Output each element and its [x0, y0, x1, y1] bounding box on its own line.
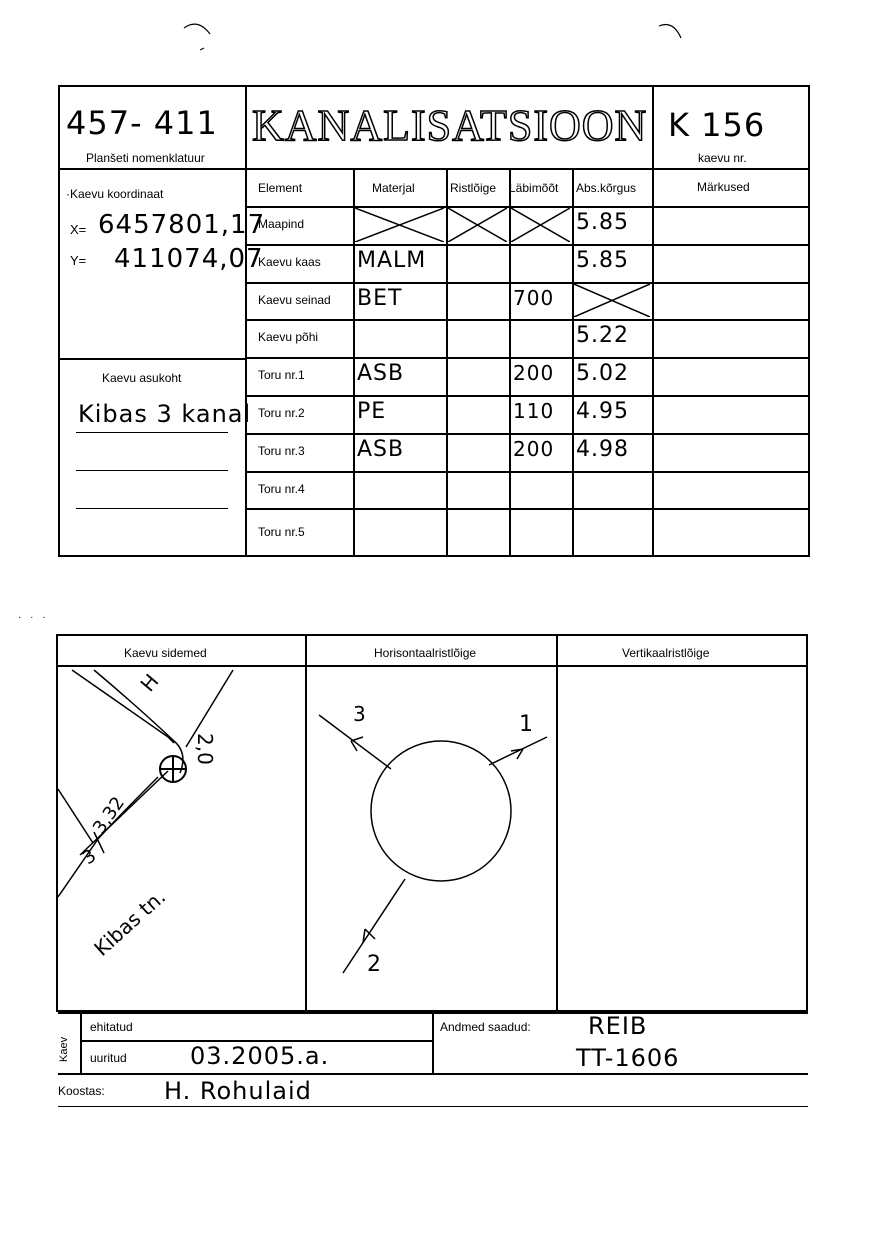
punch-hole-right	[655, 18, 691, 54]
house-label: H	[135, 669, 164, 697]
y-coordinate-value: 411074,07	[114, 244, 264, 274]
well-circle	[371, 741, 511, 881]
x-prefix: X=	[70, 222, 87, 237]
compiled-value: H. Rohulaid	[164, 1077, 312, 1105]
table-cell-diameter: 200	[513, 361, 555, 385]
house-distance-label: 2,0	[193, 733, 217, 765]
location-label: Kaevu asukoht	[102, 371, 182, 385]
header-vertical-section: Vertikaalristlõige	[622, 646, 710, 660]
data-source-value-2: TT-1606	[576, 1044, 680, 1072]
crossed-out-cell	[448, 208, 507, 242]
table-cell-material: ASB	[357, 361, 405, 386]
table-cell-diameter: 200	[513, 437, 555, 461]
road-edge-upper	[58, 789, 93, 843]
data-source-label: Andmed saadud:	[440, 1020, 531, 1034]
nomenclature-value: 457- 411	[66, 104, 218, 142]
table-cell-abs: 5.22	[576, 323, 629, 348]
col-header-element: Element	[258, 181, 303, 195]
compiled-label: Koostas:	[58, 1084, 105, 1098]
table-row-element: Toru nr.2	[258, 406, 305, 420]
pipe-1-label: 1	[519, 712, 533, 737]
table-cell-material: BET	[357, 286, 403, 311]
house-outline	[94, 670, 183, 773]
y-prefix: Y=	[70, 253, 87, 268]
horizontal-section-sketch	[307, 667, 555, 1010]
x-coordinate-value: 6457801,17	[98, 210, 266, 240]
table-cell-diameter: 110	[513, 399, 555, 423]
well-number-label: kaevu nr.	[698, 151, 747, 165]
nomenclature-label: Planšeti nomenklatuur	[86, 151, 205, 165]
table-row-element: Kaevu põhi	[258, 330, 319, 344]
crossed-out-cell	[355, 208, 444, 242]
table-cell-abs: 5.85	[576, 248, 629, 273]
table-row-element: Toru nr.4	[258, 481, 305, 496]
well-side-label: Kaev	[58, 1036, 70, 1062]
location-value: Kibas 3 kanal	[78, 400, 252, 428]
table-row-element: Toru nr.1	[258, 368, 305, 382]
form-title: KANALISATSIOON	[252, 101, 648, 150]
table-row-element: Maapind	[258, 217, 305, 231]
crossed-out-cell	[511, 208, 570, 242]
header-well-ties: Kaevu sidemed	[124, 646, 207, 660]
road-distance-label: 3,32	[88, 792, 130, 838]
coordinates-label: ·Kaevu koordinaat	[66, 187, 164, 201]
table-row-element: Toru nr.5	[258, 524, 305, 539]
table-row-element: Kaevu seinad	[258, 292, 331, 307]
table-row-element: Kaevu kaas	[258, 255, 321, 269]
road-name-label: Kibas tn.	[89, 884, 171, 961]
scan-dots: · · ·	[18, 612, 49, 623]
table-cell-abs: 5.02	[576, 361, 629, 386]
header-horizontal-section: Horisontaalristlõige	[374, 646, 477, 660]
table-cell-abs: 4.98	[576, 437, 629, 462]
table-cell-material: MALM	[357, 248, 427, 273]
road-width-label: 3	[78, 845, 101, 870]
well-ties-sketch	[58, 667, 304, 1010]
pipe-1-line	[489, 737, 547, 765]
built-label: ehitatud	[90, 1020, 133, 1034]
table-cell-abs: 5.85	[576, 210, 629, 235]
pipe-2-label: 2	[367, 952, 381, 977]
crossed-out-cell	[574, 284, 650, 317]
col-header-notes: Märkused	[697, 180, 750, 194]
data-source-value-1: REIB	[588, 1012, 648, 1040]
well-number-value: K 156	[668, 106, 766, 144]
punch-hole-left	[180, 18, 216, 54]
surveyed-label: uuritud	[90, 1051, 127, 1065]
table-cell-abs: 4.95	[576, 399, 629, 424]
col-header-material: Materjal	[372, 181, 415, 195]
col-header-diameter: Läbimõõt	[509, 181, 559, 195]
pipe-3-label: 3	[353, 702, 366, 726]
col-header-cross-section: Ristlõige	[450, 181, 497, 195]
table-row-element: Toru nr.3	[258, 444, 305, 458]
surveyed-value: 03.2005.a.	[190, 1042, 330, 1070]
table-cell-material: ASB	[357, 437, 405, 462]
col-header-abs-height: Abs.kõrgus	[576, 181, 637, 195]
table-cell-material: PE	[357, 399, 387, 424]
table-cell-diameter: 700	[513, 286, 555, 310]
